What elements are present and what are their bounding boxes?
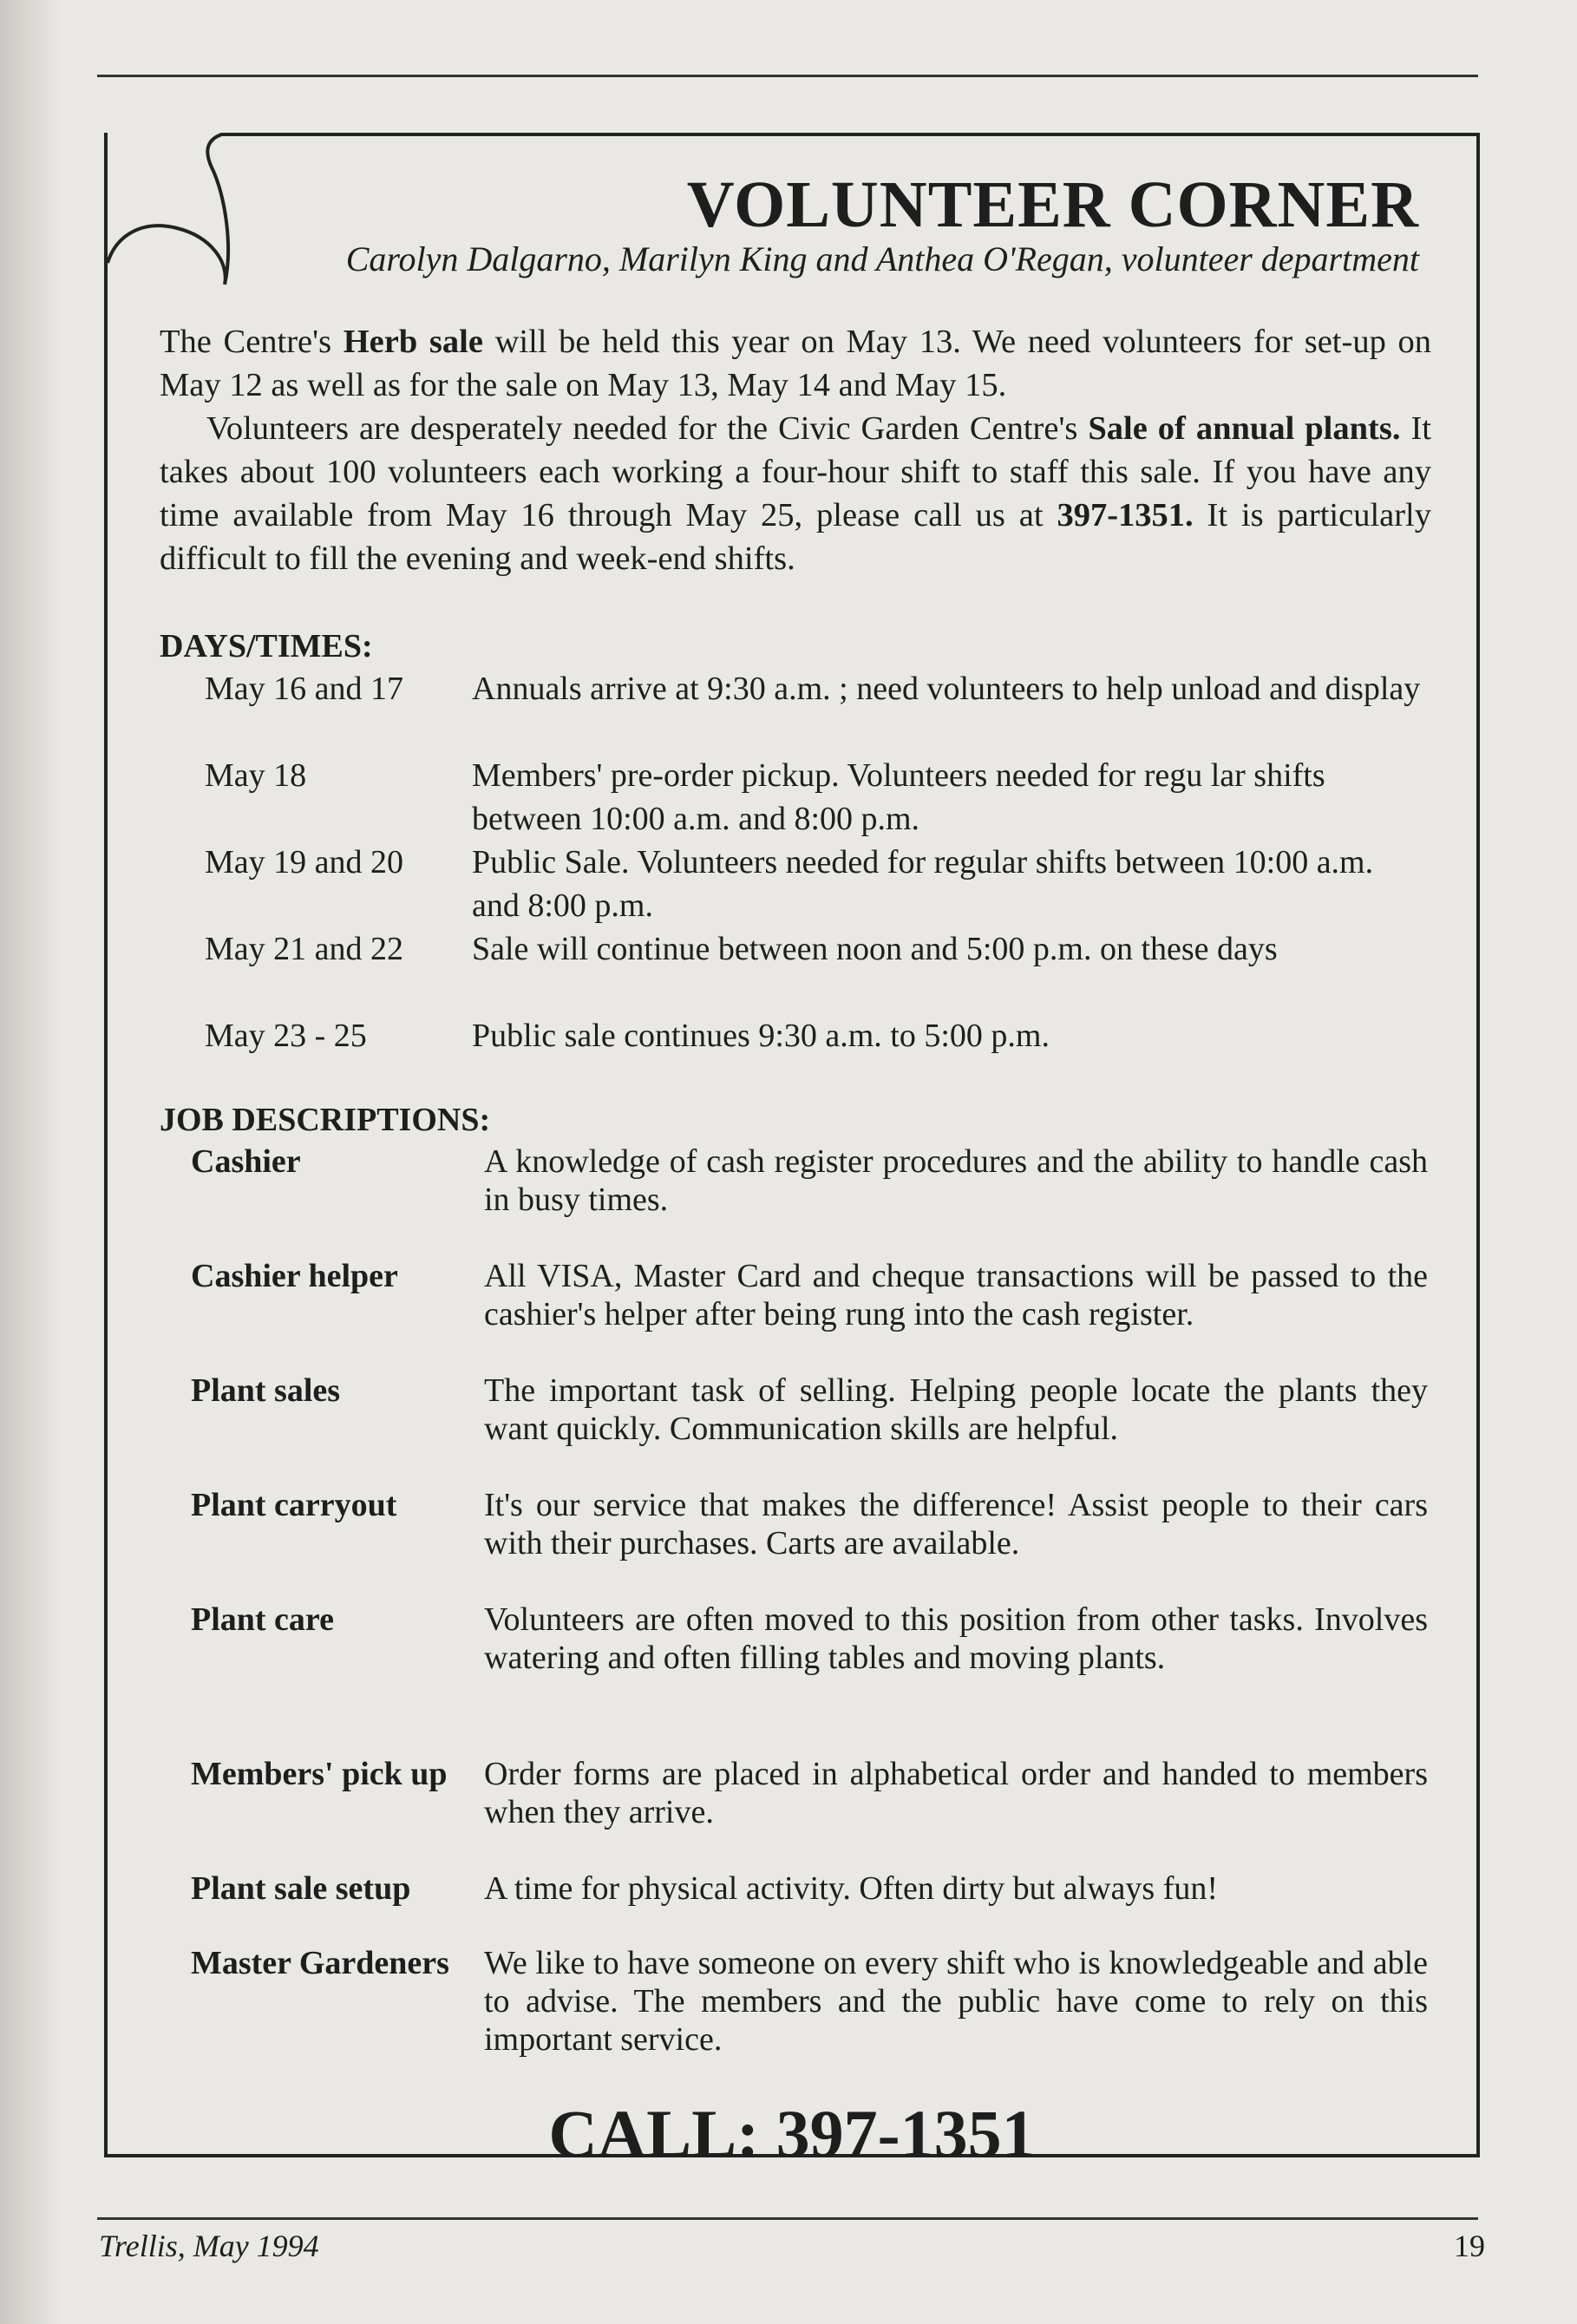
days-times-heading: DAYS/TIMES:	[160, 628, 373, 664]
footer-page-number: 19	[1454, 2229, 1485, 2263]
job-desc: A knowledge of cash register procedures and the ability to handle cash in busy times.	[484, 1143, 1428, 1218]
days-row-desc: Public sale continues 9:30 a.m. to 5:00 p.m.	[472, 1018, 1050, 1054]
job-desc: Volunteers are often moved to this position from other tasks. Involves watering and often filling tables and moving plants.	[484, 1601, 1428, 1676]
job-title: Plant sales	[191, 1372, 341, 1409]
top-rule	[97, 75, 1478, 77]
job-desc: Order forms are placed in alphabetical order and handed to members when they arrive.	[484, 1756, 1428, 1830]
days-row	[160, 1014, 1431, 1057]
days-row-day: May 21 and 22	[205, 931, 404, 967]
intro-paragraph-1: The Centre's Herb sale will be held this year on May 13. We need volunteers for set-up on May 12 as well as for the sale on May 13, May 14 and May 15.	[160, 324, 1431, 403]
job-row	[160, 1755, 1431, 1831]
days-row	[160, 754, 1431, 841]
job-title: Plant carryout	[191, 1487, 397, 1523]
days-row-desc: Sale will continue between noon and 5:00 p.m. on these days	[472, 931, 1278, 967]
job-title: Master Gardeners	[191, 1945, 449, 1981]
byline: Carolyn Dalgarno, Marilyn King and Anthea O'Regan, volunteer department	[345, 239, 1419, 278]
days-row	[160, 841, 1431, 927]
job-row	[160, 1869, 1431, 1908]
days-row-desc: Members' pre-order pickup. Volunteers needed for regu lar shifts between 10:00 a.m. and 8:00 p.m.	[472, 757, 1325, 837]
days-row-day: May 16 and 17	[205, 671, 404, 707]
page-title: VOLUNTEER CORNER	[686, 168, 1419, 241]
job-descriptions-heading: JOB DESCRIPTIONS:	[160, 1102, 491, 1138]
job-row	[160, 1944, 1431, 2059]
job-desc: It's our service that makes the difference! Assist people to their cars with their purchases. Carts are available.	[484, 1487, 1428, 1561]
job-title: Plant sale setup	[191, 1870, 411, 1907]
volunteer-corner-box	[104, 133, 1480, 2171]
days-row	[160, 927, 1431, 971]
job-desc: All VISA, Master Card and cheque transactions will be passed to the cashier's helper after being rung into the cash register.	[484, 1258, 1428, 1332]
intro-paragraph-2: Volunteers are desperately needed for the Civic Garden Centre's Sale of annual plants. It takes about 100 volunteers each working a four-hour shift to staff this sale. If you have any time available from May 16 through May 25, please call us at 397-1351. It is particularly difficult to fill the evening and week-end shifts.	[160, 410, 1432, 577]
job-desc: We like to have someone on every shift who is knowledgeable and able to advise. The members and the public have come to rely on this important service.	[484, 1945, 1428, 2058]
intro-text	[160, 320, 1431, 580]
bottom-rule	[97, 2217, 1478, 2220]
job-row	[160, 1257, 1431, 1333]
page-curl-icon	[108, 133, 264, 289]
days-row-desc: Annuals arrive at 9:30 a.m. ; need volunteers to help unload and display	[472, 671, 1421, 707]
days-row-day: May 18	[205, 757, 307, 794]
days-row	[160, 667, 1431, 710]
job-title: Cashier helper	[191, 1258, 398, 1294]
job-desc: The important task of selling. Helping people locate the plants they want quickly. Communication skills are helpful.	[484, 1372, 1428, 1447]
job-row	[160, 1601, 1431, 1677]
days-row-day: May 23 - 25	[205, 1018, 367, 1054]
job-title: Members' pick up	[191, 1756, 448, 1792]
job-row	[160, 1486, 1431, 1562]
job-row	[160, 1371, 1431, 1448]
page-binding-shadow	[0, 0, 61, 2324]
days-row-desc: Public Sale. Volunteers needed for regular shifts between 10:00 a.m. and 8:00 p.m.	[472, 844, 1374, 924]
job-title: Cashier	[191, 1143, 301, 1180]
job-desc: A time for physical activity. Often dirty but always fun!	[484, 1870, 1219, 1907]
job-title: Plant care	[191, 1601, 334, 1638]
days-row-day: May 19 and 20	[205, 844, 404, 881]
call-phone-number: CALL: 397-1351	[548, 2096, 1036, 2171]
job-row	[160, 1142, 1431, 1219]
footer-publication: Trellis, May 1994	[99, 2229, 319, 2263]
